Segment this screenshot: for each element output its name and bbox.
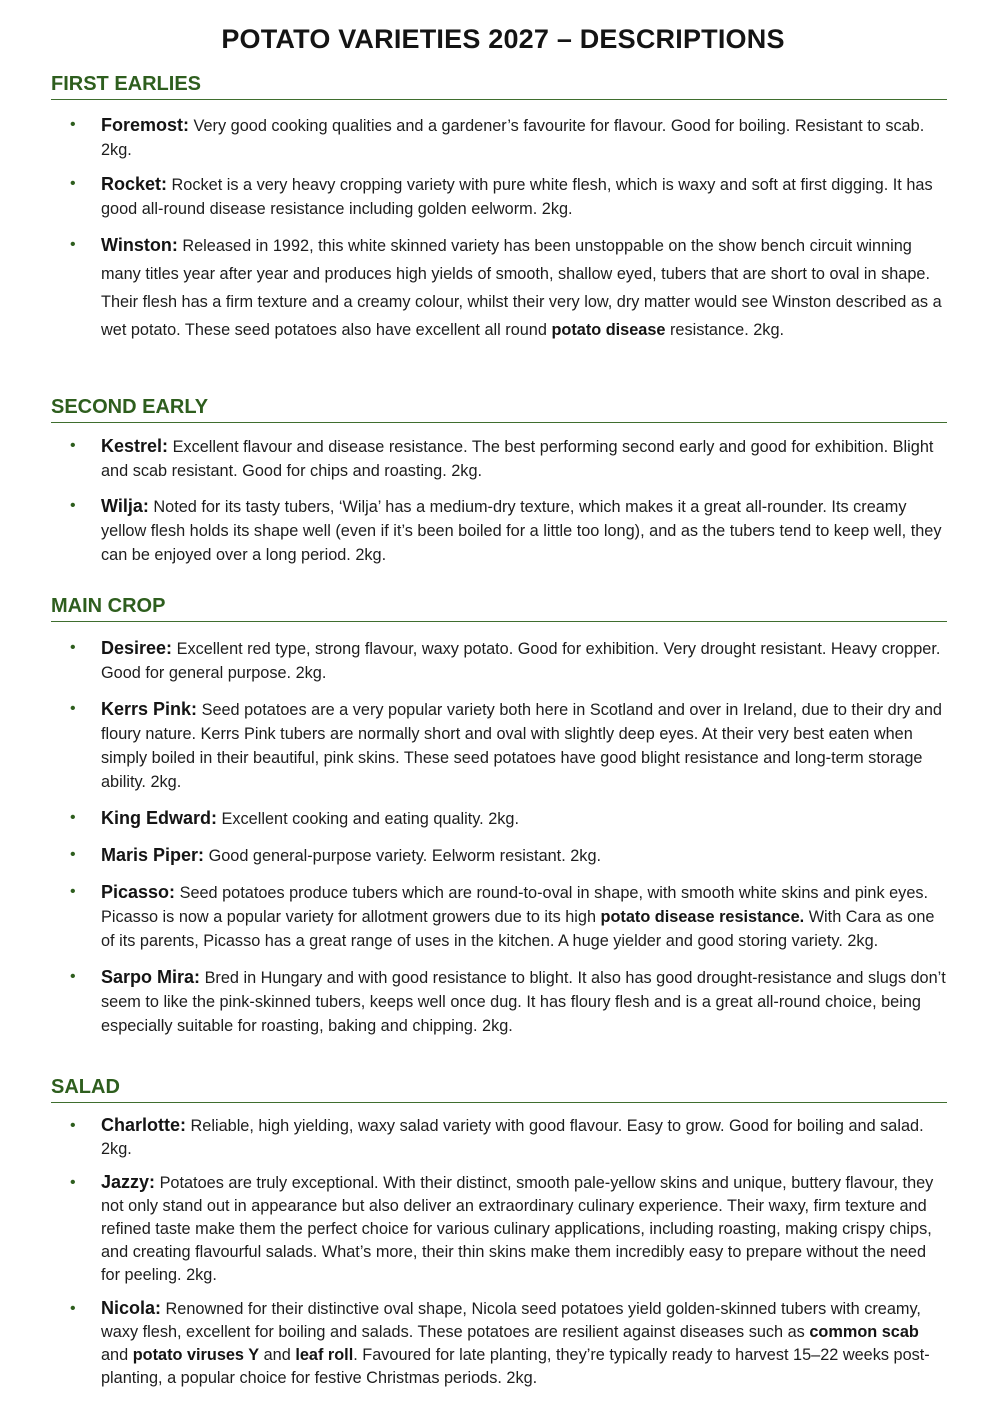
variety-name: Nicola: bbox=[101, 1298, 162, 1318]
variety-description-end: With Cara as one of its parents, Picasso has a great range of uses in the kitchen. A huge yielder and good storing variety. 2kg. bbox=[101, 908, 935, 950]
variety-description: Excellent red type, strong flavour, waxy potato. Good for exhibition. Very drought resistant. Heavy cropper. Good for general purpose. 2kg. bbox=[101, 640, 941, 682]
document-title: POTATO VARIETIES 2027 – DESCRIPTIONS bbox=[221, 24, 785, 54]
bullet-icon: • bbox=[70, 700, 76, 717]
section-heading: SALAD bbox=[51, 1075, 947, 1103]
bullet-icon: • bbox=[70, 236, 76, 253]
variety-name: Picasso: bbox=[101, 882, 176, 902]
variety-list bbox=[51, 1103, 947, 1390]
bullet-icon: • bbox=[70, 968, 76, 985]
emphasis-text: potato disease bbox=[551, 321, 666, 339]
variety-description: Reliable, high yielding, waxy salad variety with good flavour. Easy to grow. Good for boiling and salad. 2kg. bbox=[101, 1117, 924, 1158]
variety-item-picasso bbox=[51, 880, 947, 953]
bullet-icon: • bbox=[70, 437, 76, 454]
document-page bbox=[51, 22, 947, 1387]
variety-name: Kerrs Pink: bbox=[101, 699, 198, 719]
section-first-earlies bbox=[51, 72, 947, 354]
variety-name: Foremost: bbox=[101, 115, 190, 135]
bullet-icon: • bbox=[70, 1300, 76, 1317]
variety-item-charlotte bbox=[51, 1114, 947, 1161]
variety-item-foremost bbox=[51, 113, 947, 162]
bullet-icon: • bbox=[70, 1117, 76, 1134]
bullet-icon: • bbox=[70, 116, 76, 133]
variety-item-winston bbox=[51, 231, 947, 344]
variety-item-maris-piper bbox=[51, 843, 947, 868]
variety-description: Good general-purpose variety. Eelworm resistant. 2kg. bbox=[208, 847, 602, 865]
bullet-icon: • bbox=[70, 809, 76, 826]
variety-description: Released in 1992, this white skinned variety has been unstoppable on the show bench circuit winning many titles year after year and produces high yields of smooth, shallow eyed, tubers that are short to oval in shape. Their flesh has a firm texture and a creamy colour, whilst their very low, dry matter would see Winston described as a wet potato. These seed potatoes also have excellent all round bbox=[101, 237, 942, 339]
variety-name: Winston: bbox=[101, 235, 178, 255]
variety-item-desiree bbox=[51, 636, 947, 685]
variety-name: Wilja: bbox=[101, 496, 149, 516]
emphasis-text: potato viruses Y bbox=[132, 1346, 260, 1364]
variety-item-king-edward bbox=[51, 806, 947, 831]
section-heading: SECOND EARLY bbox=[51, 395, 947, 423]
variety-description: Seed potatoes produce tubers which are round-to-oval in shape, with smooth white skins and pink eyes. Picasso is now a popular variety for allotment growers due to its high bbox=[101, 884, 929, 926]
variety-description: Renowned for their distinctive oval shape, Nicola seed potatoes yield golden-skinned tubers with creamy, waxy flesh, excellent for boiling and salads. These potatoes are resilient against diseases such as bbox=[101, 1300, 921, 1341]
emphasis-text: common scab bbox=[809, 1323, 919, 1341]
variety-item-wilja bbox=[51, 494, 947, 567]
variety-description: Rocket is a very heavy cropping variety with pure white flesh, which is waxy and soft at first digging. It has good all-round disease resistance including golden eelworm. 2kg. bbox=[101, 176, 933, 218]
variety-description-mid: and bbox=[263, 1346, 291, 1364]
variety-name: King Edward: bbox=[101, 808, 217, 828]
variety-name: Jazzy: bbox=[101, 1172, 156, 1192]
emphasis-text: potato disease resistance. bbox=[600, 908, 805, 926]
variety-name: Kestrel: bbox=[101, 436, 169, 456]
variety-description-end: resistance. 2kg. bbox=[670, 321, 785, 339]
variety-description-mid: and bbox=[101, 1346, 129, 1364]
bullet-icon: • bbox=[70, 1174, 76, 1191]
bullet-icon: • bbox=[70, 846, 76, 863]
section-heading: FIRST EARLIES bbox=[51, 72, 947, 100]
section-second-early bbox=[51, 395, 947, 578]
variety-item-kestrel bbox=[51, 434, 947, 483]
variety-description: Very good cooking qualities and a gardener’s favourite for flavour. Good for boiling. Resistant to scab. 2kg. bbox=[101, 117, 925, 159]
bullet-icon: • bbox=[70, 883, 76, 900]
variety-name: Maris Piper: bbox=[101, 845, 205, 865]
variety-name: Desiree: bbox=[101, 638, 173, 658]
variety-name: Charlotte: bbox=[101, 1115, 186, 1135]
variety-list bbox=[51, 423, 947, 567]
variety-description: Excellent flavour and disease resistance. The best performing second early and good for exhibition. Blight and scab resistant. Good for chips and roasting. 2kg. bbox=[101, 438, 934, 480]
variety-description: Potatoes are truly exceptional. With their distinct, smooth pale-yellow skins and unique, buttery flavour, they not only stand out in appearance but also deliver an extraordinary culinary experience. Their waxy, firm texture and refined taste make them the perfect choice for various culinary applications, including roasting, making crispy chips, and creating flavourful salads. What’s more, their thin skins make them incredibly easy to prepare without the need for peeling. 2kg. bbox=[101, 1174, 934, 1284]
section-main-crop bbox=[51, 594, 947, 1050]
variety-list bbox=[51, 622, 947, 1038]
bullet-icon: • bbox=[70, 639, 76, 656]
variety-description: Bred in Hungary and with good resistance to blight. It also has good drought-resistance and slugs don’t seem to like the pink-skinned tubers, keeps well once dug. It has floury flesh and is a great all-round choice, being especially suitable for roasting, baking and chipping. 2kg. bbox=[101, 969, 946, 1035]
section-heading: MAIN CROP bbox=[51, 594, 947, 622]
variety-name: Rocket: bbox=[101, 174, 168, 194]
variety-description-end: . Favoured for late planting, they’re typically ready to harvest 15–22 weeks post-planting, a popular choice for festive Christmas periods. 2kg. bbox=[101, 1346, 930, 1387]
variety-name: Sarpo Mira: bbox=[101, 967, 201, 987]
variety-item-jazzy bbox=[51, 1171, 947, 1287]
variety-list bbox=[51, 100, 947, 344]
variety-description: Excellent cooking and eating quality. 2kg. bbox=[221, 810, 520, 828]
variety-description: Seed potatoes are a very popular variety both here in Scotland and over in Ireland, due to their dry and floury nature. Kerrs Pink tubers are normally short and oval with slightly deep eyes. At their very best eaten when simply boiled in their beautiful, pink skins. These seed potatoes have good blight resistance and long-term storage ability. 2kg. bbox=[101, 701, 942, 791]
emphasis-text: leaf roll bbox=[295, 1346, 354, 1364]
bullet-icon: • bbox=[70, 497, 76, 514]
section-salad bbox=[51, 1075, 947, 1400]
variety-item-rocket bbox=[51, 172, 947, 221]
variety-item-sarpo-mira bbox=[51, 965, 947, 1038]
variety-item-kerrs-pink bbox=[51, 697, 947, 794]
variety-item-nicola bbox=[51, 1297, 947, 1390]
bullet-icon: • bbox=[70, 175, 76, 192]
variety-description: Noted for its tasty tubers, ‘Wilja’ has a medium-dry texture, which makes it a great all-rounder. Its creamy yellow flesh holds its shape well (even if it’s been boiled for a little too long), and as the tubers tend to keep well, they can be enjoyed over a long period. 2kg. bbox=[101, 498, 942, 564]
